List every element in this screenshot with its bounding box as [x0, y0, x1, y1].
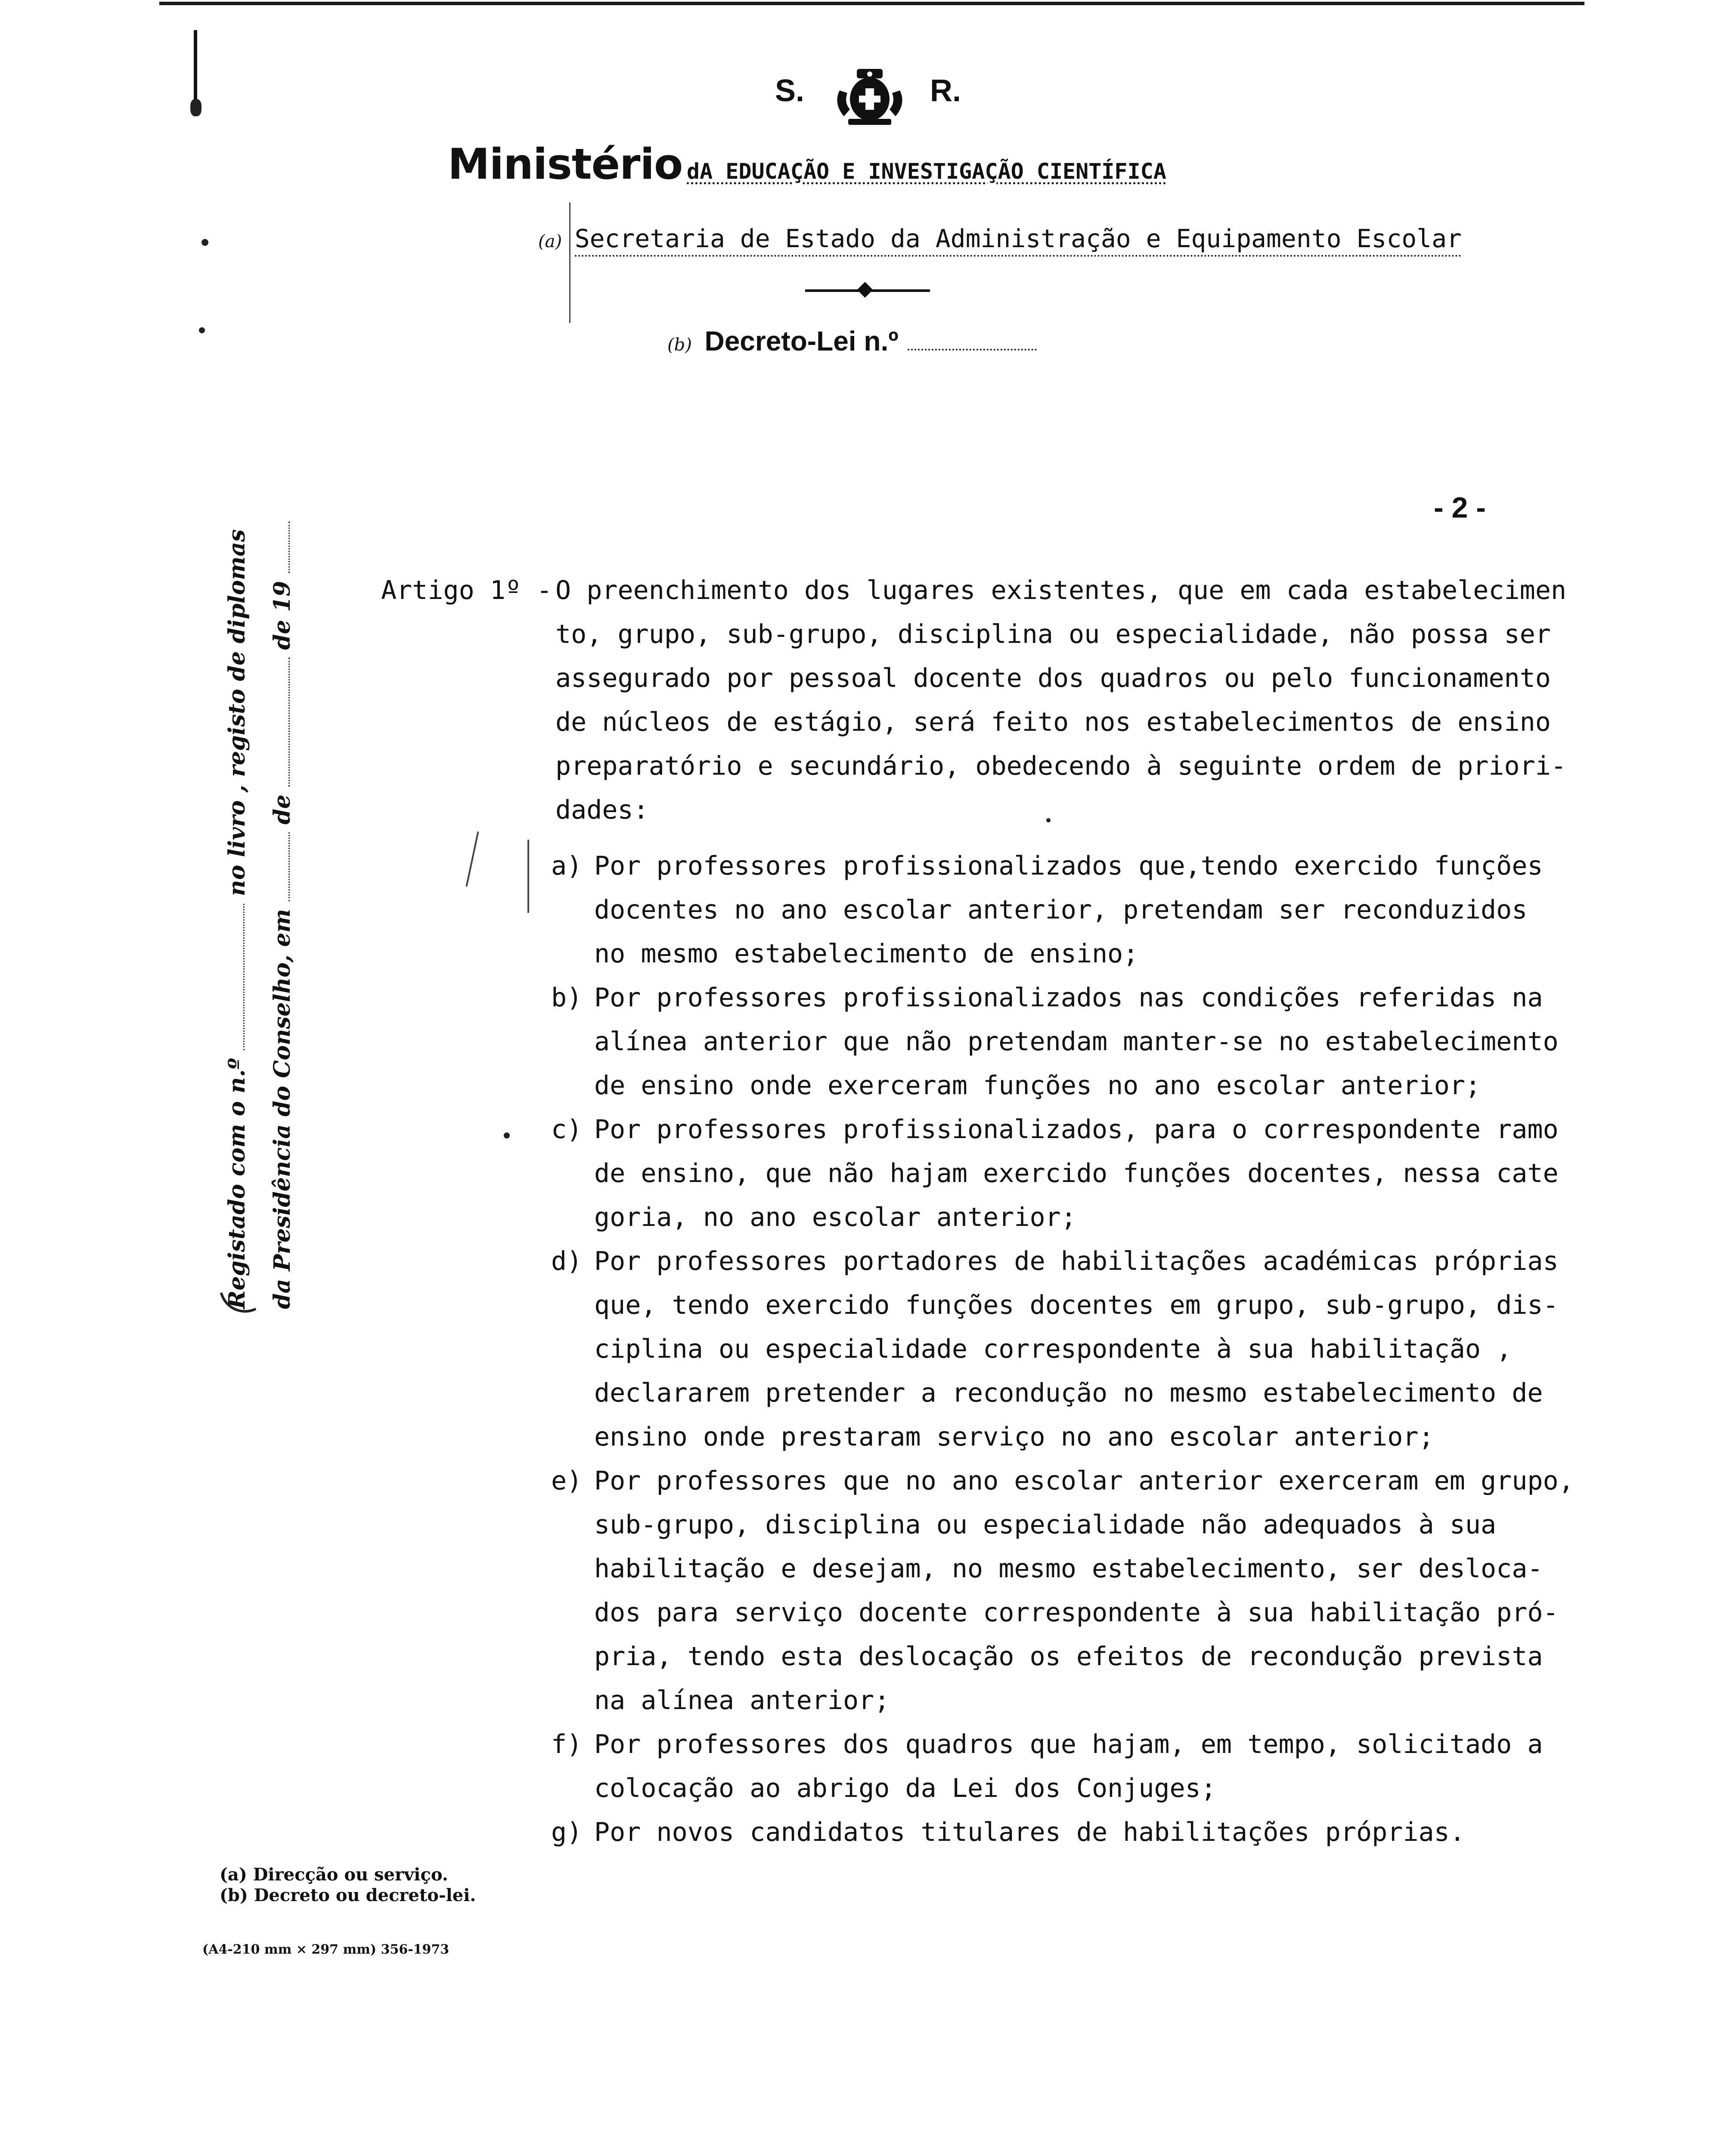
- item-line: ensino onde prestaram serviço no ano escolar anterior;: [594, 1422, 1434, 1452]
- list-item: [551, 1810, 1511, 1854]
- item-line: de ensino, que não hajam exercido funções docentes, nessa cate: [594, 1158, 1559, 1188]
- page-number: - 2 -: [1434, 491, 1486, 524]
- form-code: (A4-210 mm × 297 mm) 356-1973: [202, 1942, 450, 1957]
- speck: [1046, 818, 1051, 822]
- s-letter: S.: [775, 74, 805, 108]
- item-line: Por professores profissionalizados, para o correspondente ramo: [594, 1114, 1559, 1145]
- speck: [202, 239, 208, 246]
- item-line: que, tendo exercido funções docentes em grupo, sub-grupo, dis-: [594, 1290, 1559, 1320]
- item-line: dos para serviço docente correspondente à sua habilitação pró-: [594, 1598, 1559, 1628]
- decreto-number-blank: [908, 327, 1037, 351]
- council-day-blank: [276, 832, 290, 901]
- footnote-a: (a) Direcção ou serviço.: [220, 1864, 448, 1885]
- decreto-label: Decreto-Lei n.º: [704, 326, 899, 357]
- item-line: goria, no ano escolar anterior;: [594, 1202, 1076, 1232]
- council-year-label: de 19: [269, 581, 295, 650]
- council-label: da Presidência do Conselho, em: [269, 909, 295, 1309]
- item-line: colocação ao abrigo da Lei dos Conjuges;: [594, 1773, 1216, 1803]
- item-line: docentes no ano escolar anterior, pretendam ser reconduzidos: [594, 895, 1528, 925]
- secretariat-line: [538, 224, 1462, 253]
- pen-stroke: [569, 202, 570, 323]
- registration-label: Registado com o n.º: [224, 1058, 250, 1309]
- item-letter: f): [551, 1729, 583, 1759]
- article-line: preparatório e secundário, obedecendo à seguinte ordem de priori-: [555, 751, 1566, 781]
- article-line: dades:: [555, 795, 649, 825]
- registration-blank: [230, 904, 245, 1050]
- item-line: Por professores dos quadros que hajam, em tempo, solicitado a: [594, 1729, 1543, 1759]
- registration-margin: [224, 512, 310, 1318]
- registration-book-label: no livro: [224, 800, 250, 897]
- list-item: [551, 1108, 1559, 1239]
- item-letter: b): [551, 983, 583, 1013]
- council-year-blank: [276, 521, 290, 573]
- item-line: pria, tendo esta deslocação os efeitos de recondução prevista: [594, 1641, 1543, 1672]
- item-letter: e): [551, 1466, 583, 1496]
- item-line: sub-grupo, disciplina ou especialidade não adequados à sua: [594, 1510, 1497, 1540]
- pen-stroke: [466, 831, 479, 887]
- item-line: Por professores profissionalizados nas condições referidas na: [594, 983, 1543, 1013]
- list-item: [551, 1722, 1543, 1810]
- registration-line-1: [224, 529, 250, 1309]
- pen-stroke: [527, 840, 529, 913]
- priority-list: [551, 844, 1574, 1854]
- decreto-mark: (b): [667, 335, 692, 355]
- item-letter: a): [551, 851, 583, 881]
- article-line: O preenchimento dos lugares existentes, que em cada estabelecimen: [555, 575, 1566, 605]
- article-label: Artigo 1º -: [381, 575, 552, 605]
- council-month-blank: [276, 658, 290, 787]
- article-intro: [555, 568, 1566, 832]
- ministry-name: dA EDUCAÇÃO E INVESTIGAÇÃO CIENTÍFICA: [687, 159, 1166, 184]
- item-line: na alínea anterior;: [594, 1685, 890, 1716]
- item-line: Por professores profissionalizados que,tendo exercido funções: [594, 851, 1543, 881]
- ministry-word: Ministério: [448, 140, 683, 189]
- item-letter: c): [551, 1114, 583, 1145]
- item-line: no mesmo estabelecimento de ensino;: [594, 939, 1139, 969]
- secretariat-mark: (a): [538, 232, 562, 251]
- ministry-heading: [448, 140, 1166, 189]
- item-letter: d): [551, 1246, 583, 1276]
- item-line: Por novos candidatos titulares de habilitações próprias.: [594, 1817, 1465, 1847]
- footnotes: [220, 1864, 476, 1906]
- registration-diplomas-label: , registo de diplomas: [224, 529, 250, 793]
- list-item: [551, 1459, 1574, 1722]
- council-of-label: de: [269, 794, 295, 825]
- article-line: assegurado por pessoal docente dos quadros ou pelo funcionamento: [555, 663, 1551, 693]
- decreto-line: [667, 325, 1037, 357]
- item-line: Por professores que no ano escolar anterior exerceram em grupo,: [594, 1466, 1574, 1496]
- list-item: [551, 976, 1559, 1108]
- item-line: declararem pretender a recondução no mesmo estabelecimento de: [594, 1378, 1543, 1408]
- item-line: de ensino onde exerceram funções no ano escolar anterior;: [594, 1070, 1481, 1101]
- footnote-b: (b) Decreto ou decreto-lei.: [220, 1885, 476, 1905]
- article-line: de núcleos de estágio, será feito nos estabelecimentos de ensino: [555, 707, 1551, 737]
- item-letter: g): [551, 1817, 583, 1847]
- item-line: habilitação e desejam, no mesmo estabelecimento, ser desloca-: [594, 1554, 1543, 1584]
- list-item: [551, 1239, 1559, 1459]
- top-rule: [159, 2, 1584, 5]
- article-line: to, grupo, sub-grupo, disciplina ou especialidade, não possa ser: [555, 619, 1551, 649]
- registration-line-2: [269, 521, 295, 1309]
- header-seal-row: [0, 65, 1736, 133]
- coat-of-arms-icon: [831, 65, 908, 129]
- r-letter: R.: [930, 74, 961, 108]
- speck: [504, 1132, 510, 1139]
- item-line: ciplina ou especialidade correspondente à sua habilitação ,: [594, 1334, 1512, 1364]
- list-item: [551, 844, 1543, 976]
- secretariat-name: Secretaria de Estado da Administração e Equipamento Escolar: [575, 224, 1462, 257]
- margin-pin-mark: [189, 17, 202, 121]
- speck: [199, 327, 205, 333]
- item-line: alínea anterior que não pretendam manter-se no estabelecimento: [594, 1027, 1559, 1057]
- item-line: Por professores portadores de habilitações académicas próprias: [594, 1246, 1559, 1276]
- divider-diamond-icon: [857, 282, 873, 298]
